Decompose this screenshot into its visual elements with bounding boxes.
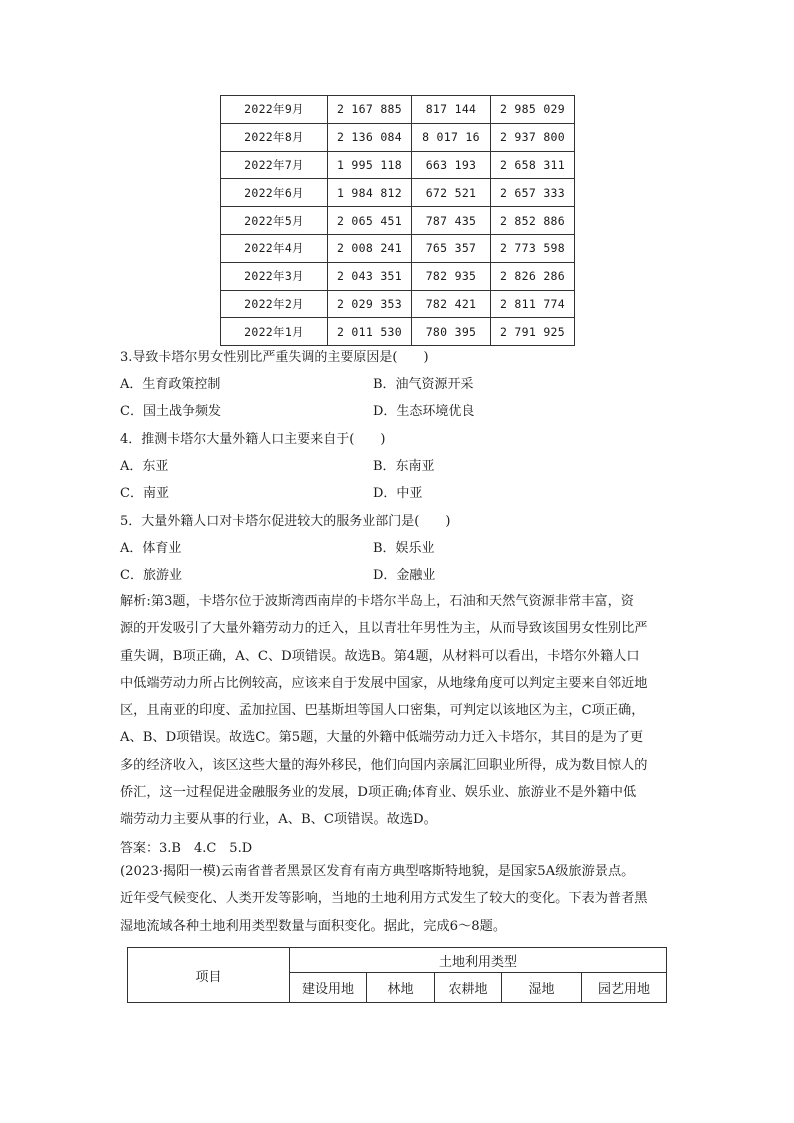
question-4-stem: 4．推测卡塔尔大量外籍人口主要来自于( )	[120, 432, 386, 447]
population-table-cell: 2 826 286	[491, 262, 575, 290]
analysis-line: 重失调，B项正确，A、C、D项错误。故选B。第4题，从材料可以看出，卡塔尔外籍人口	[120, 648, 640, 664]
question-5-option-c: C．旅游业	[120, 568, 182, 583]
population-table	[220, 95, 575, 346]
population-table-row	[221, 207, 575, 235]
population-table-cell: 672 521	[412, 179, 491, 207]
population-table-cell: 1 984 812	[328, 179, 412, 207]
analysis-line: 区，且南亚的印度、孟加拉国、巴基斯坦等国人口密集，可判定以该地区为主，C项正确，	[120, 703, 645, 719]
intro-paragraph	[120, 858, 665, 940]
question-3-option-a: A．生育政策控制	[120, 377, 221, 392]
population-table-row	[221, 290, 575, 318]
question-5-option-d: D．金融业	[373, 568, 436, 583]
population-table-cell: 1 995 118	[328, 151, 412, 179]
question-3-option-c: C．国土战争频发	[120, 404, 221, 419]
question-5-option-a: A．体育业	[120, 541, 182, 556]
land-table-column-header: 农耕地	[435, 973, 502, 1003]
analysis-line: A、B、D项错误。故选C。第5题，大量的外籍中低端劳动力迁入卡塔尔，其目的是为了更	[120, 730, 644, 746]
question-4-option-c: C．南亚	[120, 486, 169, 501]
population-table-cell: 8 017 16	[412, 123, 491, 151]
population-table-row	[221, 96, 575, 124]
intro-line: 湿地流域各种土地利用类型数量与面积变化。据此，完成6～8题。	[120, 918, 507, 934]
question-4-option-b: B．东南亚	[373, 459, 435, 474]
question-4-option-d: D．中亚	[373, 486, 423, 501]
population-table-row	[221, 318, 575, 346]
population-table-cell: 2022年9月	[221, 96, 328, 124]
population-table-cell: 2 167 885	[328, 96, 412, 124]
population-table-cell: 782 421	[412, 290, 491, 318]
population-table-cell: 2022年8月	[221, 123, 328, 151]
analysis-line: 源的开发吸引了大量外籍劳动力的迁入，且以青壮年男性为主，从而导致该国男女性别比严	[120, 621, 648, 637]
population-table-row	[221, 123, 575, 151]
question-3-option-d: D．生态环境优良	[373, 404, 475, 419]
land-table-column-header: 湿地	[502, 973, 582, 1003]
analysis-line: 解析:第3题，卡塔尔位于波斯湾西南岸的卡塔尔半岛上，石油和天然气资源非常丰富，资	[120, 594, 634, 609]
intro-line: (2023·揭阳一模)云南省普者黑景区发育有南方典型喀斯特地貌，是国家5A级旅游景点。	[120, 864, 635, 879]
question-5-option-b: B．娱乐业	[373, 541, 435, 556]
analysis-line: 中低端劳动力所占比例较高，应该来自于发展中国家，从地缘角度可以判定主要来自邻近地	[120, 675, 648, 691]
population-table-row	[221, 179, 575, 207]
population-table-cell: 2 657 333	[491, 179, 575, 207]
population-table-row	[221, 234, 575, 262]
analysis-paragraph	[120, 588, 665, 834]
population-table-cell: 2 008 241	[328, 234, 412, 262]
population-table-cell: 2022年6月	[221, 179, 328, 207]
land-table-column-header: 林地	[367, 973, 435, 1003]
land-table-column-header: 园艺用地	[582, 973, 667, 1003]
land-table-group-header: 土地利用类型	[290, 948, 667, 973]
population-table-cell: 2 773 598	[491, 234, 575, 262]
land-table-column-header: 建设用地	[290, 973, 367, 1003]
intro-line: 近年受气候变化、人类开发等影响，当地的土地利用方式发生了较大的变化。下表为普者黑	[120, 891, 648, 907]
question-3-option-b: B．油气资源开采	[373, 377, 474, 392]
population-table-row	[221, 151, 575, 179]
population-table-cell: 2022年1月	[221, 318, 328, 346]
population-table-cell: 2 658 311	[491, 151, 575, 179]
population-table-cell: 2022年2月	[221, 290, 328, 318]
population-table-cell: 2 011 530	[328, 318, 412, 346]
analysis-line: 多的经济收入，该区这些大量的海外移民，他们向国内亲属汇回职业所得，成为数目惊人的	[120, 757, 648, 773]
population-table-cell: 2 937 800	[491, 123, 575, 151]
population-table-cell: 2022年3月	[221, 262, 328, 290]
population-table-cell: 2022年7月	[221, 151, 328, 179]
analysis-line: 侨汇，这一过程促进金融服务业的发展，D项正确;体育业、娱乐业、旅游业不是外籍中低	[120, 785, 637, 801]
population-table-cell: 2 029 353	[328, 290, 412, 318]
question-3-stem: 3.导致卡塔尔男女性别比严重失调的主要原因是( )	[120, 350, 429, 365]
answer-line: 答案：3.B 4.C 5.D	[120, 841, 253, 856]
population-table-cell: 782 935	[412, 262, 491, 290]
population-table-cell: 663 193	[412, 151, 491, 179]
population-table-cell: 2 791 925	[491, 318, 575, 346]
population-table-cell: 765 357	[412, 234, 491, 262]
land-table-item-header: 项目	[128, 948, 290, 1003]
population-table-cell: 780 395	[412, 318, 491, 346]
population-table-cell: 2022年5月	[221, 207, 328, 235]
population-table-body	[221, 96, 575, 346]
question-4-option-a: A．东亚	[120, 459, 169, 474]
population-table-cell: 2 065 451	[328, 207, 412, 235]
population-table-cell: 2 852 886	[491, 207, 575, 235]
population-table-cell: 2 043 351	[328, 262, 412, 290]
analysis-line: 端劳动力主要从事的行业，A、B、C项错误。故选D。	[120, 812, 437, 828]
population-table-row	[221, 262, 575, 290]
population-table-cell: 2022年4月	[221, 234, 328, 262]
population-table-cell: 2 136 084	[328, 123, 412, 151]
question-5-stem: 5．大量外籍人口对卡塔尔促进较大的服务业部门是( )	[120, 514, 451, 529]
population-table-cell: 2 985 029	[491, 96, 575, 124]
population-table-cell: 2 811 774	[491, 290, 575, 318]
population-table-cell: 787 435	[412, 207, 491, 235]
population-table-cell: 817 144	[412, 96, 491, 124]
land-use-table	[127, 947, 667, 1003]
